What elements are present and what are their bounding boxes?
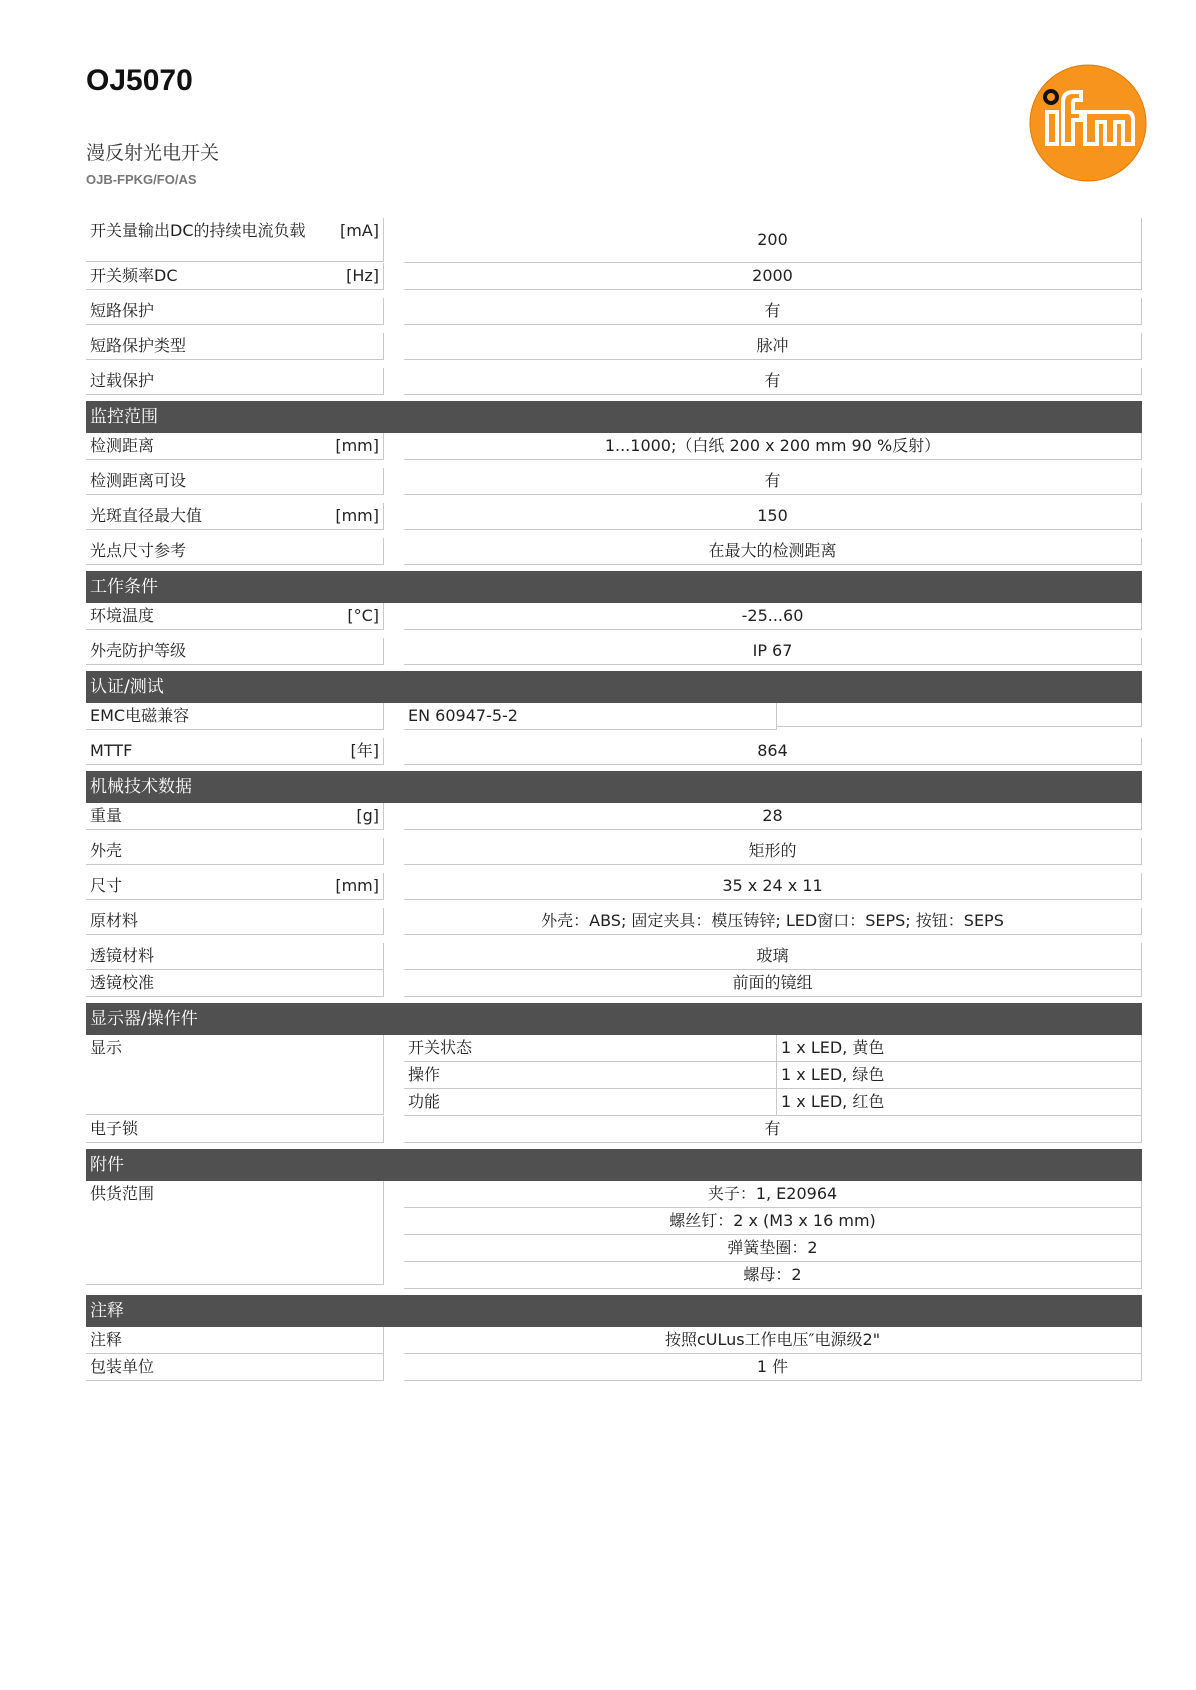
spec-row (86, 603, 1142, 630)
spec-value: 外壳：ABS; 固定夹具：模压铸锌; LED窗口：SEPS; 按钮：SEPS (404, 908, 1142, 935)
spec-label: 尺寸 (90, 876, 123, 895)
spec-value: 有 (404, 1116, 1142, 1143)
spec-unit: [mm] (335, 436, 379, 455)
spec-unit: [mA] (339, 221, 379, 240)
spec-value: 前面的镜组 (404, 970, 1142, 997)
spec-row (86, 703, 1142, 730)
accessory-item: 螺母：2 (404, 1262, 1142, 1289)
spec-row (86, 908, 1142, 935)
spec-row (86, 333, 1142, 360)
spec-value: 28 (404, 803, 1142, 830)
spec-row (86, 368, 1142, 395)
display-item-value: 1 x LED, 红色 (777, 1089, 1142, 1116)
spec-row (86, 638, 1142, 665)
spec-row (86, 943, 1142, 970)
spec-label: 光斑直径最大值 (90, 506, 203, 525)
ifm-logo (1029, 64, 1147, 182)
spec-value: 35 x 24 x 11 (404, 873, 1142, 900)
spec-row (86, 838, 1142, 865)
spec-row (86, 468, 1142, 495)
spec-label: 包装单位 (90, 1357, 155, 1376)
spec-label: 检测距离可设 (90, 471, 187, 490)
spec-label: 过载保护 (90, 371, 155, 390)
spec-unit: [年] (350, 741, 379, 760)
section-header-mechanical: 机械技术数据 (86, 771, 1142, 803)
spec-label: 供货范围 (90, 1184, 155, 1203)
product-subtitle: 漫反射光电开关 (86, 142, 220, 164)
spec-label: 短路保护类型 (90, 336, 187, 355)
spec-value: 150 (404, 503, 1142, 530)
spec-label: 外壳 (90, 841, 123, 860)
spec-value: 200 (404, 218, 1142, 263)
spec-label: 光点尺寸参考 (90, 541, 187, 560)
spec-label: 环境温度 (90, 606, 155, 625)
spec-row (86, 218, 1142, 263)
display-item-value: 1 x LED, 绿色 (777, 1062, 1142, 1089)
spec-unit: [Hz] (346, 266, 379, 285)
spec-value: 864 (404, 738, 1142, 765)
spec-row (86, 1035, 1142, 1062)
spec-unit: [g] (356, 806, 379, 825)
display-item-name: 开关状态 (404, 1035, 777, 1062)
spec-label: 注释 (90, 1330, 123, 1349)
spec-row (86, 433, 1142, 460)
spec-table (86, 218, 1142, 1381)
spec-unit: [mm] (335, 876, 379, 895)
spec-value: 按照cULus工作电压″电源级2" (404, 1327, 1142, 1354)
spec-row (86, 1354, 1142, 1381)
spec-unit: [mm] (335, 506, 379, 525)
spec-value: EN 60947-5-2 (404, 703, 777, 730)
product-code: OJB-FPKG/FO/AS (86, 172, 197, 187)
spec-label: MTTF (90, 741, 133, 760)
spec-label: 外壳防护等级 (90, 641, 187, 660)
spec-value: 有 (404, 468, 1142, 495)
section-header-accessories: 附件 (86, 1149, 1142, 1181)
spec-value: 2000 (404, 263, 1142, 290)
spec-label: EMC电磁兼容 (90, 706, 190, 725)
section-header-monitor: 监控范围 (86, 401, 1142, 433)
spec-value: IP 67 (404, 638, 1142, 665)
spec-label: 开关频率DC (90, 266, 178, 285)
spec-row (86, 503, 1142, 530)
accessory-item: 弹簧垫圈：2 (404, 1235, 1142, 1262)
spec-value: 有 (404, 298, 1142, 325)
spec-row (86, 1181, 1142, 1208)
spec-row (86, 538, 1142, 565)
spec-value: 1 件 (404, 1354, 1142, 1381)
spec-label: 透镜校准 (90, 973, 155, 992)
spec-label: 显示 (90, 1038, 123, 1057)
section-header-approvals: 认证/测试 (86, 671, 1142, 703)
display-item-name: 功能 (404, 1089, 777, 1116)
spec-label: 重量 (90, 806, 123, 825)
display-item-name: 操作 (404, 1062, 777, 1089)
spec-label: 透镜材料 (90, 946, 155, 965)
spec-row (86, 803, 1142, 830)
spec-value: 脉冲 (404, 333, 1142, 360)
spec-label: 开关量输出DC的持续电流负载 (90, 221, 306, 240)
accessory-item: 螺丝钉：2 x (M3 x 16 mm) (404, 1208, 1142, 1235)
spec-row (86, 1327, 1142, 1354)
spec-value: 有 (404, 368, 1142, 395)
accessory-item: 夹子：1, E20964 (404, 1181, 1142, 1208)
spec-value: 在最大的检测距离 (404, 538, 1142, 565)
spec-row (86, 970, 1142, 997)
section-header-conditions: 工作条件 (86, 571, 1142, 603)
spec-row (86, 873, 1142, 900)
spec-value: 矩形的 (404, 838, 1142, 865)
product-title: OJ5070 (86, 64, 193, 97)
spec-label: 检测距离 (90, 436, 155, 455)
spec-value: 玻璃 (404, 943, 1142, 970)
spec-row (86, 1116, 1142, 1143)
spec-unit: [°C] (347, 606, 379, 625)
spec-label: 电子锁 (90, 1119, 139, 1138)
spec-row (86, 298, 1142, 325)
spec-label: 原材料 (90, 911, 139, 930)
spec-label: 短路保护 (90, 301, 155, 320)
spec-row (86, 263, 1142, 290)
spec-row (86, 738, 1142, 765)
section-header-notes: 注释 (86, 1295, 1142, 1327)
spec-value: 1...1000;（白纸 200 x 200 mm 90 %反射） (404, 433, 1142, 460)
display-item-value: 1 x LED, 黄色 (777, 1035, 1142, 1062)
section-header-display: 显示器/操作件 (86, 1003, 1142, 1035)
empty-cell (777, 703, 1142, 727)
spec-value: -25...60 (404, 603, 1142, 630)
